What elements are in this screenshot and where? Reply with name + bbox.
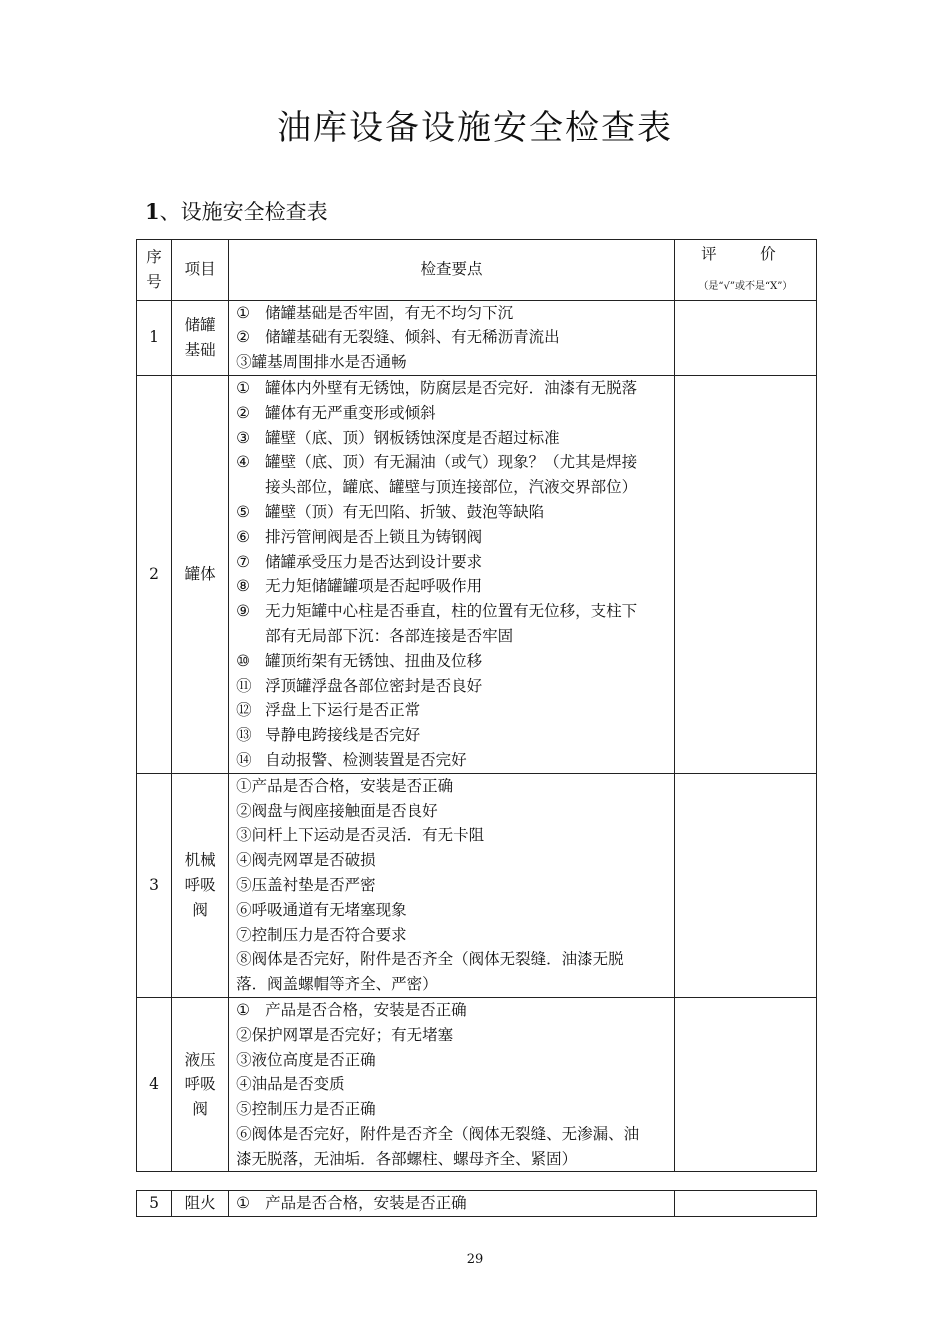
check-point — [236, 1048, 670, 1073]
row-item: 机械 呼吸 阀 — [172, 773, 229, 997]
check-point-text: 部有无局部下沉：各部连接是否牢固 — [265, 626, 514, 645]
check-point — [236, 325, 670, 350]
check-point-text: ⑦控制压力是否符合要求 — [236, 925, 407, 944]
check-point — [236, 1072, 670, 1097]
check-point-text: 产品是否合格，安装是否正确 — [265, 1194, 467, 1212]
header-item: 项目 — [172, 240, 229, 301]
check-point-marker: ① — [236, 378, 251, 397]
check-point-marker: ⑦ — [236, 552, 251, 571]
check-point — [236, 873, 670, 898]
row-number: 1 — [137, 300, 172, 375]
check-point — [236, 426, 670, 451]
check-point — [236, 1191, 670, 1216]
section-heading — [145, 196, 328, 226]
check-point — [236, 350, 670, 375]
check-point — [236, 376, 670, 401]
check-point-text: ⑥阀体是否完好，附件是否齐全（阀体无裂缝、无渗漏、油 — [236, 1124, 640, 1143]
check-point-marker: ⑬ — [236, 726, 252, 745]
check-point-marker: ⑨ — [236, 602, 251, 621]
check-point-text: 产品是否合格，安装是否正确 — [265, 1000, 467, 1019]
check-point-text: 罐壁（顶）有无凹陷、折皱、鼓泡等缺陷 — [265, 502, 545, 521]
check-point-text: 罐顶绗架有无锈蚀、扭曲及位移 — [265, 651, 483, 670]
inspection-table — [136, 239, 817, 1172]
check-point — [236, 525, 670, 550]
check-point-text: 浮盘上下运行是否正常 — [265, 701, 421, 720]
header-eval — [674, 240, 816, 301]
table-row — [137, 300, 817, 375]
row-number: 5 — [137, 1191, 172, 1217]
check-point — [236, 1023, 670, 1048]
check-point-marker: ③ — [236, 428, 251, 447]
row-points — [229, 300, 675, 375]
row-points — [229, 1191, 675, 1217]
row-item: 储罐 基础 — [172, 300, 229, 375]
page-title: 油库设备设施安全检查表 — [277, 108, 673, 148]
row-item: 罐体 — [172, 375, 229, 773]
check-point — [236, 450, 670, 475]
check-point — [236, 401, 670, 426]
section-title: 、设施安全检查表 — [159, 200, 328, 224]
check-point-text: ①产品是否合格，安装是否正确 — [236, 776, 454, 795]
check-point-text: 罐壁（底、顶）有无漏油（或气）现象？（尤其是焊接 — [265, 453, 638, 472]
check-point-text: ⑤控制压力是否正确 — [236, 1100, 376, 1119]
header-points: 检查要点 — [229, 240, 675, 301]
table-header-row — [137, 240, 817, 301]
check-point — [236, 301, 670, 326]
row-eval-cell[interactable] — [674, 300, 816, 375]
check-point-marker: ② — [236, 403, 251, 422]
check-point — [236, 1147, 670, 1172]
header-seq-line2: 号 — [146, 272, 162, 291]
check-point-text: 储罐基础有无裂缝、倾斜、有无稀沥青流出 — [265, 328, 560, 347]
section-number: 1 — [145, 199, 160, 224]
check-point-text: ④阀壳网罩是否破损 — [236, 851, 376, 870]
row-number: 2 — [137, 375, 172, 773]
check-point-text: ③问杆上下运动是否灵活．有无卡阻 — [236, 826, 485, 845]
check-point — [236, 748, 670, 773]
table-row — [137, 773, 817, 997]
check-point-text: ⑤压盖衬垫是否严密 — [236, 875, 376, 894]
row-eval-cell[interactable] — [674, 773, 816, 997]
check-point-marker: ⑤ — [236, 502, 251, 521]
header-seq-line1: 序 — [146, 248, 162, 266]
row-item: 液压 呼吸 阀 — [172, 997, 229, 1172]
check-point-marker: ⑧ — [236, 577, 251, 596]
check-point-marker: ① — [236, 303, 251, 322]
check-point — [236, 972, 670, 997]
check-point — [236, 823, 670, 848]
check-point-marker: ⑥ — [236, 527, 251, 546]
check-point-text: ②阀盘与阀座接触面是否良好 — [236, 801, 438, 820]
check-point-text: 罐体有无严重变形或倾斜 — [265, 403, 436, 422]
row-eval-cell[interactable] — [674, 375, 816, 773]
inspection-table-continued — [136, 1190, 817, 1217]
row-number: 4 — [137, 997, 172, 1172]
check-point-text: 储罐承受压力是否达到设计要求 — [265, 552, 483, 571]
check-point — [236, 500, 670, 525]
check-point-text: 无力矩罐中心柱是否垂直，柱的位置有无位移，支柱下 — [265, 602, 638, 621]
header-eval-label: 评 价 — [701, 245, 790, 263]
check-point — [236, 923, 670, 948]
table-row — [137, 375, 817, 773]
check-point-marker: ⑫ — [236, 701, 252, 720]
check-point-marker: ⑩ — [236, 651, 251, 670]
check-point-text: 接头部位，罐底、罐壁与顶连接部位，汽液交界部位） — [265, 478, 638, 497]
check-point-text: 无力矩储罐罐项是否起呼吸作用 — [265, 577, 483, 596]
check-point-text: ③罐基周围排水是否通畅 — [236, 353, 407, 372]
row-item: 阻火 — [172, 1191, 229, 1217]
check-point-text: 罐壁（底、顶）钢板锈蚀深度是否超过标准 — [265, 428, 560, 447]
check-point-marker: ④ — [236, 453, 251, 472]
check-point — [236, 998, 670, 1023]
check-point-text: 导静电跨接线是否完好 — [265, 726, 421, 745]
header-eval-note: （是“√”或不是“X”） — [698, 280, 793, 292]
check-point-text: ②保护网罩是否完好；有无堵塞 — [236, 1025, 454, 1044]
check-point-text: 储罐基础是否牢固，有无不均匀下沉 — [265, 303, 514, 322]
table-row — [137, 1191, 817, 1217]
page-number: 29 — [466, 1252, 484, 1267]
check-point — [236, 1122, 670, 1147]
check-point — [236, 898, 670, 923]
check-point — [236, 574, 670, 599]
check-point-marker: ⑪ — [236, 676, 252, 695]
row-number: 3 — [137, 773, 172, 997]
check-point-text: 自动报警、检测装置是否完好 — [265, 750, 467, 769]
check-point — [236, 723, 670, 748]
check-point-marker: ① — [236, 1000, 251, 1019]
check-point-text: ③液位高度是否正确 — [236, 1050, 376, 1069]
row-points — [229, 375, 675, 773]
check-point-text: ⑥呼吸通道有无堵塞现象 — [236, 900, 407, 919]
check-point-text: 排污管闸阀是否上锁且为铸钢阀 — [265, 527, 483, 546]
row-eval-cell[interactable] — [674, 997, 816, 1172]
check-point-text: 落．阀盖螺帽等齐全、严密） — [236, 975, 438, 994]
check-point — [236, 774, 670, 799]
check-point — [236, 1097, 670, 1122]
check-point — [236, 799, 670, 824]
check-point — [236, 624, 670, 649]
header-seq — [137, 240, 172, 301]
check-point-marker: ① — [236, 1194, 251, 1212]
table-row — [137, 997, 817, 1172]
check-point-marker: ② — [236, 328, 251, 347]
check-point — [236, 649, 670, 674]
row-points — [229, 997, 675, 1172]
check-point-text: 漆无脱落，无油垢．各部螺柱、螺母齐全、紧固） — [236, 1149, 578, 1168]
check-point — [236, 674, 670, 699]
row-points — [229, 773, 675, 997]
check-point-text: 罐体内外壁有无锈蚀，防腐层是否完好．油漆有无脱落 — [265, 378, 638, 397]
check-point-text: 浮顶罐浮盘各部位密封是否良好 — [265, 676, 483, 695]
check-point — [236, 599, 670, 624]
check-point — [236, 848, 670, 873]
check-point-marker: ⑭ — [236, 750, 252, 769]
check-point — [236, 698, 670, 723]
check-point-text: ⑧阀体是否完好，附件是否齐全（阀体无裂缝．油漆无脱 — [236, 950, 624, 969]
check-point — [236, 947, 670, 972]
check-point-text: ④油品是否变质 — [236, 1075, 345, 1094]
row-eval-cell[interactable] — [674, 1191, 816, 1217]
check-point — [236, 475, 670, 500]
check-point — [236, 550, 670, 575]
